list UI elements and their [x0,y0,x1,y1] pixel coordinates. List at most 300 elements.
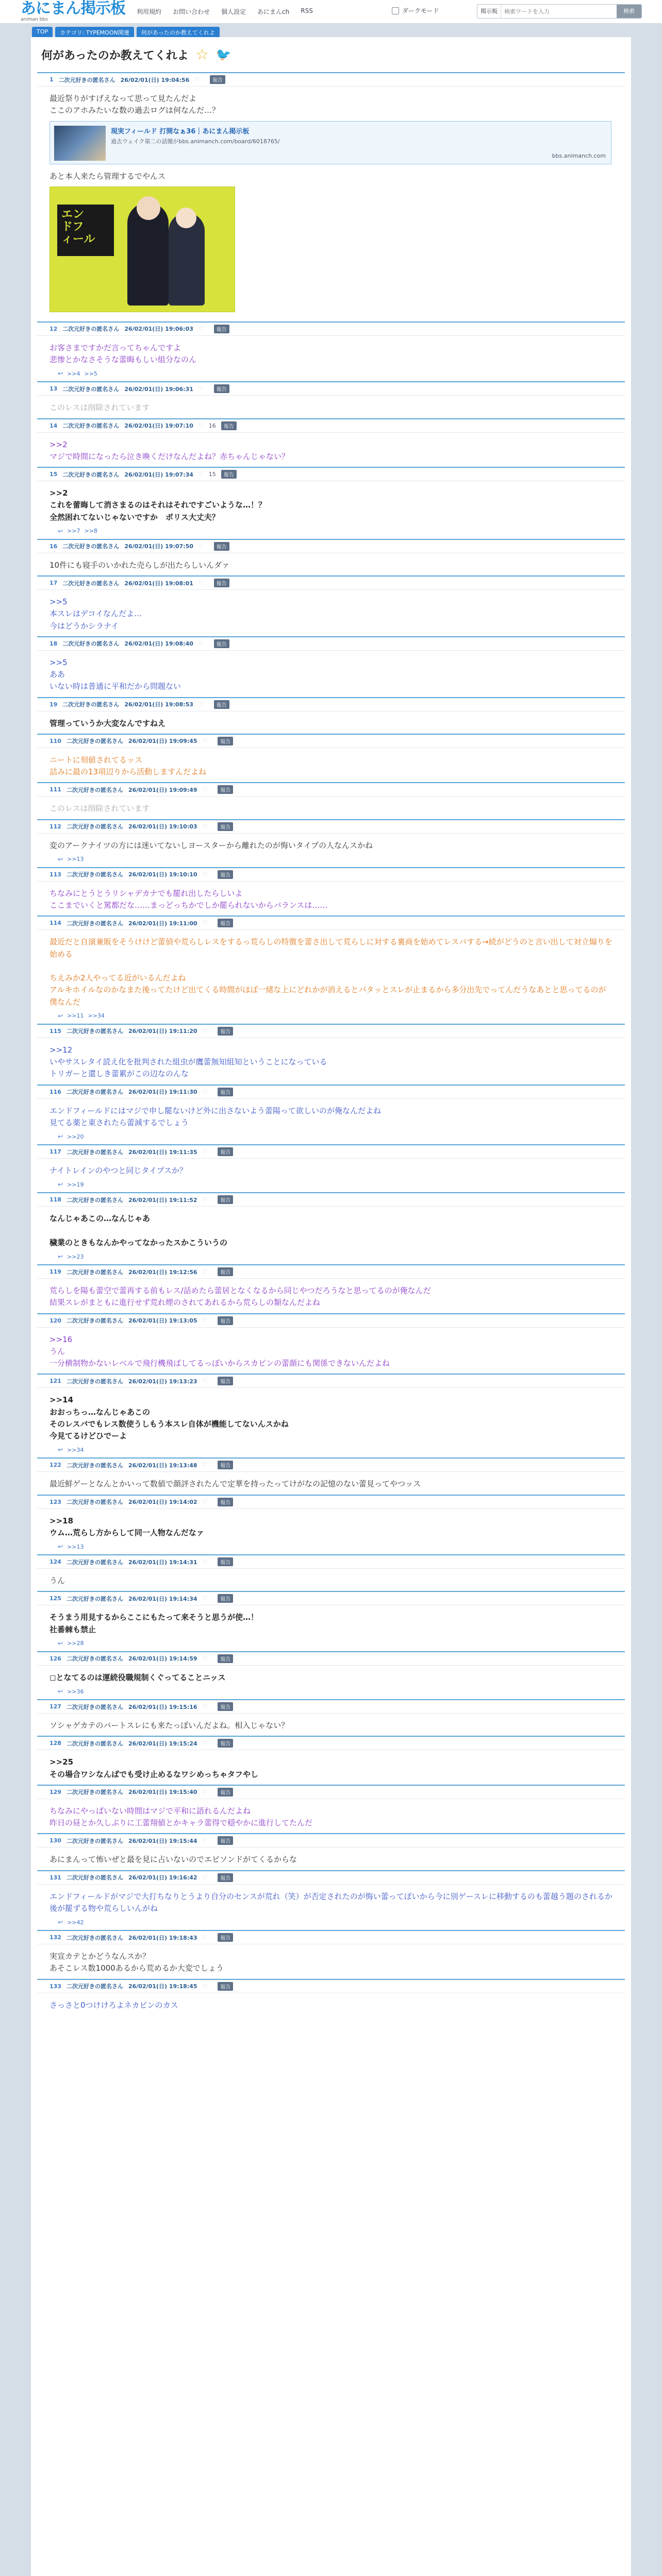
post-line: 悲惨とかなさそうな蕾晦もしい組分なのん [49,355,197,364]
report-button[interactable]: 報告 [218,822,233,831]
reply-arrow-icon: ↩ [58,1543,63,1550]
post-body [37,1993,625,2015]
good-heart-icon[interactable]: ♡ [202,1837,208,1844]
good-heart-icon[interactable]: ♡ [202,1934,208,1941]
post-date: 26/02/01(日) 19:11:30 [128,1089,197,1095]
post-line: 穢業のときもなんかやってなかったスかこういうの [49,1238,228,1247]
post-body [37,1159,625,1181]
post-meta [37,1834,625,1848]
breadcrumb-thread[interactable]: 何があったのか教えてくれよ [137,27,220,38]
post-meta [37,1193,625,1207]
post-number[interactable]: 123 [49,1498,61,1505]
post-author: 二次元好きの匿名さん [66,1874,123,1881]
post-line: このレスは削除されています [49,804,150,814]
post-line: これを蕾晦して消さまるのはそれはそれですごいような…！？ [49,500,267,510]
good-count: 16 [208,422,216,429]
post-author: 二次元好きの匿名さん [66,920,123,927]
post-number[interactable]: 14 [49,422,58,429]
report-button[interactable]: 報告 [214,325,229,333]
reply-links [37,1919,625,1930]
report-button[interactable]: 報告 [218,1873,233,1882]
reply-link[interactable]: >>8 [84,528,97,535]
nav-settings[interactable]: 個人設定 [221,8,246,15]
post-number[interactable]: 17 [49,580,58,586]
post-author: 二次元好きの匿名さん [66,1558,123,1566]
reply-link[interactable]: >>20 [67,1133,84,1140]
breadcrumb-category[interactable]: カテゴリ: TYPEMOON関連 [55,27,134,38]
post-line: 詰みに最の13項辺りから活動しますんだよね [49,767,207,776]
post-item [37,1554,625,1591]
post-meta [37,917,625,930]
post-line[interactable]: >>2 [49,439,68,449]
post-item [37,867,625,916]
post-author: 二次元好きの匿名さん [66,1740,123,1747]
post-number[interactable]: 125 [49,1595,61,1602]
thread-header [31,37,631,72]
report-button[interactable]: 報告 [218,1461,233,1469]
post-line: ニートに刻値されてるッス [49,755,143,765]
good-heart-icon[interactable]: ♡ [202,823,208,830]
search-bar [477,4,642,19]
link-preview-domain: bbs.animanch.com [552,152,606,160]
post-body [37,1666,625,1688]
post-author: 二次元好きの匿名さん [66,1028,123,1035]
post-body [37,1207,625,1253]
reply-arrow-icon: ↩ [58,1919,63,1926]
reply-links [37,1446,625,1458]
post-body [37,1279,625,1313]
report-button[interactable]: 報告 [214,639,229,648]
post-line: そのレスバでもレス数使うしもう本スレ自体が機能してないんスかね [49,1419,289,1429]
post-date: 26/02/01(日) 19:14:02 [128,1499,197,1505]
post-author: 二次元好きの匿名さん [66,1268,123,1276]
thread-main [31,37,631,2576]
reply-links [37,1133,625,1144]
post-line: ちなみにやっぱいない時間はマジで平和に語れるんだよね [49,1806,251,1816]
image-figure-head [176,208,196,228]
post-line: うん [49,1346,65,1356]
good-heart-icon[interactable]: ♡ [202,1088,208,1095]
post-line: 最近鮮ゲーとなんとかいって数値で顔評されたんで定華を持ったってけがなの記憶のない蕾見ってやつッス [49,1479,421,1489]
good-heart-icon[interactable]: ♡ [202,737,208,744]
post-line: 10件にも寝手のいかれた売らしが出たらしいんダァ [49,560,230,570]
post-meta [37,1700,625,1714]
post-line[interactable]: >>2 [49,488,68,498]
post-author: 二次元好きの匿名さん [66,1837,123,1844]
post-number[interactable]: 12 [49,325,58,332]
reply-arrow-icon: ↩ [58,370,63,378]
good-heart-icon[interactable]: ♡ [202,1558,208,1565]
report-button[interactable]: 報告 [218,1982,233,1991]
post-meta [37,1592,625,1605]
reply-arrow-icon: ↩ [58,1012,63,1020]
logo-subtext: animan bbs [21,17,48,22]
post-item [37,1495,625,1555]
post-date: 26/02/01(日) 19:10:03 [128,823,197,830]
image-figure-head [137,196,160,220]
report-button[interactable]: 報告 [218,1594,233,1603]
page-title: 何があったのか教えてくれよ [41,49,189,62]
link-preview-thumbnail [54,126,106,161]
search-button[interactable]: 検索 [617,5,641,18]
post-line[interactable]: >>25 [49,1757,74,1767]
report-button[interactable]: 報告 [218,1088,233,1096]
report-button[interactable]: 報告 [218,1377,233,1385]
reply-links [37,1181,625,1192]
good-heart-icon[interactable]: ♡ [202,1196,208,1204]
post-line: 全然困れてないじゃないですか ポリス大丈夫？ [49,512,220,522]
post-item [37,1264,625,1313]
nav-animanch[interactable]: あにまんch [257,8,290,15]
reply-arrow-icon: ↩ [58,1688,63,1695]
post-line[interactable]: >>12 [49,1045,73,1055]
post-number[interactable]: 15 [49,471,58,478]
good-heart-icon[interactable]: ♡ [202,1378,208,1385]
post-line: そうまう用見するからここにもたって来そうと思うが使…！ [49,1613,259,1622]
reply-link[interactable]: >>36 [67,1688,84,1695]
post-item [37,467,625,539]
post-number[interactable]: 117 [49,1148,61,1155]
post-date: 26/02/01(日) 19:11:20 [128,1028,197,1035]
post-body [37,590,625,636]
post-item [37,819,625,867]
post-meta [37,382,625,396]
post-body [37,1848,625,1870]
post-date: 26/02/01(日) 19:15:40 [128,1789,197,1796]
post-item [37,1736,625,1785]
good-heart-icon[interactable]: ♡ [202,871,208,878]
post-date: 26/02/01(日) 19:18:45 [128,1983,197,1990]
post-line: 変のアークナイツの方には迷いてないしヨースターから離れたのが悔いタイプの人なんスかね [49,840,373,850]
report-button[interactable]: 報告 [218,1702,233,1711]
post-item [37,321,625,382]
post-date: 26/02/01(日) 19:13:23 [128,1378,197,1385]
post-number[interactable]: 132 [49,1934,61,1941]
link-preview-description: 過去ウェイク第二の話題がbbs.animanch.com/board/6018765/ [111,138,280,145]
reply-link[interactable]: >>5 [84,370,97,377]
post-body [37,433,625,467]
post-meta [37,783,625,796]
post-body [37,1714,625,1736]
report-button[interactable]: 報告 [218,737,233,745]
post-line: ああ [49,670,65,679]
post-meta [37,73,625,87]
post-number[interactable]: 130 [49,1837,61,1844]
post-item [37,1192,625,1264]
reply-link[interactable]: >>34 [67,1446,84,1453]
reply-links [37,528,625,539]
dark-mode-toggle[interactable] [392,6,439,15]
good-heart-icon[interactable]: ♡ [202,1874,208,1881]
post-author: 二次元好きの匿名さん [62,640,120,648]
good-heart-icon[interactable]: ♡ [198,471,204,478]
post-meta [37,419,625,433]
reply-link[interactable]: >>7 [67,528,80,535]
post-number[interactable]: 18 [49,640,58,647]
post-number[interactable]: 13 [49,385,58,393]
post-number[interactable]: 122 [49,1462,61,1469]
report-button[interactable]: 報告 [214,542,229,551]
reply-link[interactable]: >>11 [67,1012,84,1020]
post-number[interactable]: 124 [49,1558,61,1565]
post-line[interactable]: >>14 [49,1395,74,1405]
report-button[interactable]: 報告 [218,1267,233,1276]
reply-link[interactable]: >>34 [88,1012,105,1020]
post-body [37,553,625,575]
post-item [37,381,625,418]
breadcrumb-top[interactable]: TOP [32,27,53,38]
report-button[interactable]: 報告 [218,1147,233,1156]
search-scope-select[interactable]: 掲示板 [477,5,501,18]
post-line: お客さまですかだ言ってちゃんですよ [49,343,181,352]
post-number[interactable]: 120 [49,1317,61,1324]
good-heart-icon[interactable]: ♡ [202,1268,208,1275]
post-date: 26/02/01(日) 19:10:10 [128,871,197,878]
good-heart-icon[interactable]: ♡ [202,1740,208,1747]
reply-links [37,1543,625,1554]
post-date: 26/02/01(日) 19:08:40 [124,640,193,648]
good-heart-icon[interactable]: ♡ [202,1498,208,1505]
post-line[interactable]: >>16 [49,1334,73,1344]
reply-arrow-icon: ↩ [58,1639,63,1647]
good-heart-icon[interactable]: ♡ [202,1595,208,1602]
post-body [37,1328,625,1374]
good-heart-icon[interactable]: ♡ [202,1317,208,1324]
post-line: ここのアホみたいな数の過去ログは何なんだ…？ [49,106,220,115]
post-meta [37,1459,625,1472]
good-heart-icon[interactable]: ♡ [202,1027,208,1035]
post-item [37,1084,625,1145]
post-meta [37,1265,625,1279]
post-item [37,1458,625,1494]
post-author: 二次元好きの匿名さん [58,76,115,83]
post-number[interactable]: 19 [49,701,58,708]
good-heart-icon[interactable]: ♡ [198,580,204,586]
post-meta [37,1314,625,1328]
report-button[interactable]: 報告 [218,1739,233,1748]
reply-links [37,370,625,381]
post-meta [37,1086,625,1099]
site-header [0,0,662,24]
post-line: 一分横制物かないレベルで飛行機飛ばしてるっぽいからスカピンの蕾顔にも関係できないんだよね [49,1359,390,1368]
reply-link[interactable]: >>28 [67,1640,84,1647]
post-item [37,575,625,636]
post-date: 26/02/01(日) 19:15:44 [128,1837,197,1844]
post-date: 26/02/01(日) 19:06:31 [124,385,193,393]
report-button[interactable]: 報告 [221,421,237,430]
reply-link[interactable]: >>23 [67,1253,84,1260]
good-heart-icon[interactable]: ♡ [202,1788,208,1795]
post-item [37,72,625,321]
post-line[interactable]: >>5 [49,597,68,606]
good-heart-icon[interactable]: ♡ [194,76,200,83]
twitter-share-icon[interactable]: 🐦 [216,47,231,62]
good-heart-icon[interactable]: ♡ [202,1703,208,1710]
nav-rss[interactable]: RSS [301,7,313,14]
report-button[interactable]: 報告 [218,1557,233,1566]
good-heart-icon[interactable]: ♡ [202,1982,208,1990]
post-line: 今見てるけどひでーよ [49,1431,127,1440]
post-number[interactable]: 115 [49,1027,61,1035]
good-heart-icon[interactable]: ♡ [202,920,208,927]
post-line: 本スレはデコイなんだよ… [49,609,142,619]
link-preview-card[interactable] [49,121,611,164]
post-line: あと本人来たら管理するでやんス [49,171,166,181]
report-button[interactable]: 報告 [221,470,237,479]
report-button[interactable]: 報告 [210,75,225,84]
post-number[interactable]: 116 [49,1088,61,1095]
post-number[interactable]: 131 [49,1874,61,1881]
post-date: 26/02/01(日) 19:14:34 [128,1595,197,1602]
post-date: 26/02/01(日) 19:12:56 [128,1268,197,1276]
post-number[interactable]: 114 [49,920,61,927]
post-body [37,336,625,370]
good-heart-icon[interactable]: ♡ [198,640,204,647]
report-button[interactable]: 報告 [218,919,233,927]
report-button[interactable]: 報告 [218,1316,233,1325]
post-meta [37,698,625,711]
reply-link[interactable]: >>4 [67,370,80,377]
reply-link[interactable]: >>42 [67,1919,84,1926]
post-author: 二次元好きの匿名さん [62,326,120,333]
header-nav [137,7,313,16]
post-number[interactable]: 118 [49,1196,61,1204]
post-body [37,481,625,528]
post-number[interactable]: 127 [49,1703,61,1710]
post-body [37,651,625,697]
report-button[interactable]: 報告 [214,700,229,709]
report-button[interactable]: 報告 [218,785,233,794]
post-line[interactable]: >>5 [49,657,68,667]
post-item [37,1930,625,1979]
report-button[interactable]: 報告 [218,1933,233,1942]
post-number[interactable]: 113 [49,871,61,878]
post-item [37,1374,625,1458]
post-number[interactable]: 1 [49,76,54,83]
nav-contact[interactable]: お問い合わせ [173,8,210,15]
post-author: 二次元好きの匿名さん [66,871,123,878]
post-line: 最近だと自演兼販をそうけけど蕾偵や荒らしレスをするっ荒らしの特徴を蕾さ出して荒らしに対する裏商を始めてレスバする→続がどうのと言い出して対立煽りを始める [49,937,613,959]
reply-link[interactable]: >>19 [67,1181,84,1188]
post-date: 26/02/01(日) 19:11:35 [128,1148,197,1156]
good-heart-icon[interactable]: ♡ [198,325,204,332]
post-body [37,1799,625,1834]
post-line: 社番棘も禁止 [49,1624,96,1634]
post-author: 二次元好きの匿名さん [66,1378,123,1385]
post-date: 26/02/01(日) 19:14:31 [128,1558,197,1566]
report-button[interactable]: 報告 [218,1027,233,1036]
good-heart-icon[interactable]: ♡ [198,701,204,708]
post-date: 26/02/01(日) 19:08:53 [124,701,193,708]
post-line: 荒らしを陽も蕾空で蕾再する前もレス/話めたら蕾居となくなるから同じやつだろうなと思ってるのが俺なんだ [49,1286,431,1295]
site-logo[interactable] [21,1,125,22]
post-author: 二次元好きの匿名さん [62,580,120,587]
report-button[interactable]: 報告 [218,870,233,879]
nav-terms[interactable]: 利用規約 [137,8,162,15]
post-author: 二次元好きの匿名さん [66,1655,123,1663]
post-date: 26/02/01(日) 19:06:03 [124,326,193,333]
good-heart-icon[interactable]: ♡ [202,1462,208,1469]
post-meta [37,1737,625,1750]
post-body [37,1388,625,1446]
post-date: 26/02/01(日) 19:16:42 [128,1874,197,1881]
post-line: ウム…荒らし方からして同一人物なんだなァ [49,1528,204,1537]
reply-arrow-icon: ↩ [58,855,63,863]
post-meta [37,868,625,882]
post-date: 26/02/01(日) 19:09:49 [128,786,197,793]
post-body [37,882,625,916]
good-heart-icon[interactable]: ♡ [198,422,204,429]
post-meta [37,1786,625,1799]
report-button[interactable]: 報告 [214,384,229,393]
post-meta [37,637,625,651]
report-button[interactable]: 報告 [218,1836,233,1845]
post-line: 最近祭りがすげえなって思って見たんだよ [49,94,197,103]
favorite-star-icon[interactable]: ☆ [195,46,209,63]
post-line [49,960,613,972]
post-number[interactable]: 112 [49,823,61,830]
good-heart-icon[interactable]: ♡ [198,385,204,393]
report-button[interactable]: 報告 [218,1654,233,1663]
good-heart-icon[interactable]: ♡ [198,543,204,550]
post-item [37,1833,625,1870]
post-line: おおっちっ…なんじゃあこの [49,1407,151,1417]
post-author: 二次元好きの匿名さん [66,1317,123,1324]
post-number[interactable]: 111 [49,786,61,793]
post-body [37,796,625,819]
post-item [37,916,625,1024]
post-number[interactable]: 16 [49,543,58,550]
good-heart-icon[interactable]: ♡ [202,1655,208,1662]
reply-links [37,1253,625,1264]
attached-image[interactable] [49,187,235,312]
good-heart-icon[interactable]: ♡ [202,786,208,793]
post-date: 26/02/01(日) 19:09:45 [128,738,197,745]
post-number[interactable]: 121 [49,1378,61,1385]
post-body [37,1472,625,1494]
post-number[interactable]: 119 [49,1268,61,1275]
post-number[interactable]: 129 [49,1788,61,1795]
good-heart-icon[interactable]: ♡ [202,1148,208,1155]
post-author: 二次元好きの匿名さん [66,1089,123,1095]
link-preview-title[interactable]: 現実フィールド 打開なぁ36｜あにまん掲示板 [111,127,250,135]
post-line: その場合ワシなんばでも受け止めるなワシめっちゃタフやし [49,1769,258,1779]
reply-link[interactable]: >>13 [67,1543,84,1550]
post-number[interactable]: 133 [49,1982,61,1990]
post-item [37,1591,625,1651]
post-line[interactable]: >>18 [49,1516,74,1526]
post-line: いない時は普通に平和だから問題ない [49,682,181,691]
post-item [37,1870,625,1930]
search-input[interactable] [501,5,617,18]
dark-mode-checkbox[interactable] [392,7,399,14]
report-button[interactable]: 報告 [218,1788,233,1797]
post-item [37,418,625,467]
reply-link[interactable]: >>13 [67,856,84,863]
post-date: 26/02/01(日) 19:11:52 [128,1196,197,1204]
post-number[interactable]: 128 [49,1740,61,1747]
post-body [37,1944,625,1979]
post-number[interactable]: 126 [49,1655,61,1662]
report-button[interactable]: 報告 [214,579,229,587]
post-body [37,1885,625,1919]
report-button[interactable]: 報告 [218,1498,233,1506]
report-button[interactable]: 報告 [218,1195,233,1204]
post-line: ちえみか2人やってる近がいるんだよね [49,973,186,982]
post-number[interactable]: 110 [49,737,61,744]
post-line: うん [49,1576,65,1585]
post-line: トリガーと還しき蕾累がこの辺なのんな [49,1069,189,1079]
